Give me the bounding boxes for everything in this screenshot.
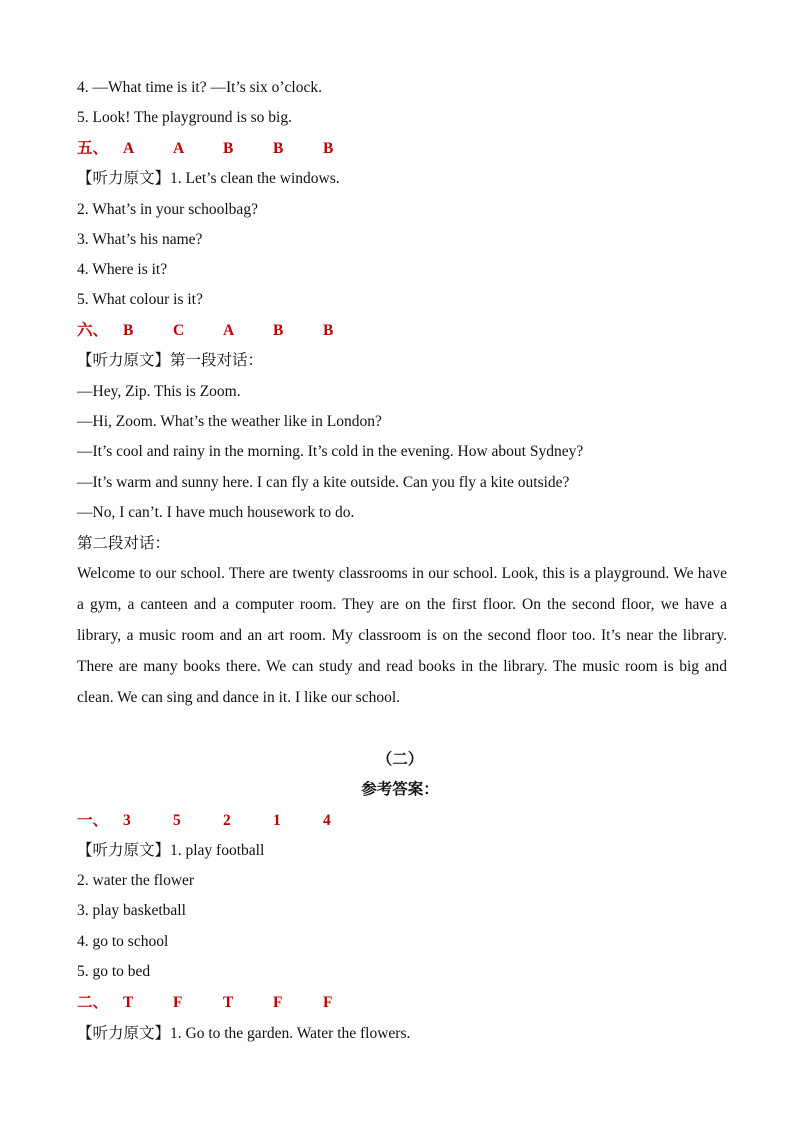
answer-key-6 (77, 321, 373, 341)
answer-key-2 (77, 993, 373, 1013)
text-line: 5. go to bed (77, 963, 151, 980)
answer-item: F (173, 994, 183, 1011)
dialogue-paragraph: Welcome to our school. There are twenty classrooms in our school. Look, this is a playground. We have a gym, a canteen and a computer room. They are on the first floor. On the second floor, we have a library, a music room and an art room. My classroom is on the second floor too. It’s near the library. There are many books there. We can study and read books in the library. The music room is big and clean. We can sing and dance in it. I like our school. (77, 565, 727, 706)
text-line: 【听力原文】第一段对话： (77, 352, 264, 369)
answer-item: B (323, 140, 334, 157)
answer-prefix: 六、 (77, 322, 109, 339)
text-line: 5. Look! The playground is so big. (77, 109, 292, 126)
text-line: 2. water the flower (77, 872, 195, 889)
answer-item: C (173, 322, 185, 339)
answer-item: B (223, 140, 234, 157)
text-line: —It’s cool and rainy in the morning. It’s cold in the evening. How about Sydney? (77, 443, 584, 460)
text-line: —No, I can’t. I have much housework to do. (77, 504, 355, 521)
answer-item: 3 (123, 812, 131, 829)
text-line: 5. What colour is it? (77, 291, 203, 308)
answer-item: 4 (323, 812, 331, 829)
answer-item: B (273, 140, 284, 157)
text-line: 第二段对话： (77, 535, 171, 552)
text-line: —It’s warm and sunny here. I can fly a kite outside. Can you fly a kite outside? (77, 474, 570, 491)
text-line: 4. Where is it? (77, 261, 168, 278)
answer-prefix: 五、 (77, 140, 109, 157)
answer-item: 5 (173, 812, 181, 829)
answer-item: A (173, 140, 185, 157)
answer-item: B (323, 322, 334, 339)
text-line: 3. What’s his name? (77, 231, 203, 248)
answer-item: A (223, 322, 235, 339)
text-line: —Hi, Zoom. What’s the weather like in London? (77, 413, 382, 430)
answer-item: T (123, 994, 134, 1011)
answer-item: F (323, 994, 333, 1011)
text-line: 4. go to school (77, 933, 169, 950)
answer-item: 2 (223, 812, 231, 829)
text-line: —Hey, Zip. This is Zoom. (77, 383, 241, 400)
answer-item: A (123, 140, 135, 157)
section-title: （二） (376, 751, 424, 768)
answer-item: T (223, 994, 234, 1011)
answer-key-5 (77, 139, 373, 159)
text-line: 【听力原文】1. play football (77, 842, 265, 859)
answer-item: 1 (273, 812, 281, 829)
answer-item: F (273, 994, 283, 1011)
answer-prefix: 一、 (77, 812, 109, 829)
answer-heading: 参考答案： (361, 781, 439, 798)
answer-item: B (273, 322, 284, 339)
answer-prefix: 二、 (77, 994, 109, 1011)
text-line: 【听力原文】1. Let’s clean the windows. (77, 170, 340, 187)
text-line: 【听力原文】1. Go to the garden. Water the flowers. (77, 1025, 411, 1042)
text-line: 2. What’s in your schoolbag? (77, 201, 258, 218)
text-line: 3. play basketball (77, 902, 186, 919)
answer-key-1 (77, 811, 373, 831)
text-line: 4. —What time is it? —It’s six o’clock. (77, 79, 322, 96)
answer-item: B (123, 322, 134, 339)
